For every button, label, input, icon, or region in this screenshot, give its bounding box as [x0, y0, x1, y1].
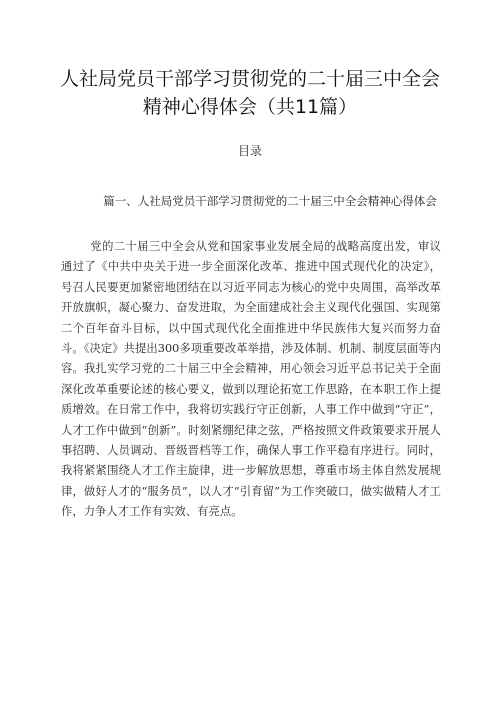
- body-paragraph: 党的二十届三中全会从党和国家事业发展全局的战略高度出发，审议通过了《中共中央关于进一步全面深化改革、推进中国式现代化的决定》，号召人民要更加紧密地团结在以习近平同志为核心的党中央周围，高举改革开放旗帜，凝心聚力、奋发进取，为全面建成社会主义现代化强国、实现第二个百年奋斗目标，以中国式现代化全面推进中华民族伟大复兴而努力奋斗。《决定》共提出300多项重要改革举措，涉及体制、机制、制度层面等内容。我扎实学习党的二十届三中全会精神，用心领会习近平总书记关于全面深化改革重要论述的核心要义，做到以理论拓宽工作思路，在本职工作上提质增效。在日常工作中，我将切实践行守正创新，人事工作中做到“守正”，人才工作中做到“创新”。时刻紧绷纪律之弦，严格按照文件政策要求开展人事招聘、人员调动、晋级晋档等工作，确保人事工作平稳有序进行。同时，我将紧紧围绕人才工作主旋律，进一步解放思想，尊重市场主体自然发展规律，做好人才的“服务员”，以人才“引育留”为工作突破口，做实做精人才工作，力争人才工作有实效、有亮点。: [61, 240, 441, 519]
- table-of-contents-heading: 目录: [237, 144, 262, 158]
- document-title-line-1: 人社局党员干部学习贯彻党的二十届三中全会: [59, 68, 440, 90]
- section-heading: 篇一、人社局党员干部学习贯彻党的二十届三中全会精神心得体会: [103, 194, 437, 208]
- document-title-line-2: 精神心得体会（共11篇）: [142, 96, 358, 118]
